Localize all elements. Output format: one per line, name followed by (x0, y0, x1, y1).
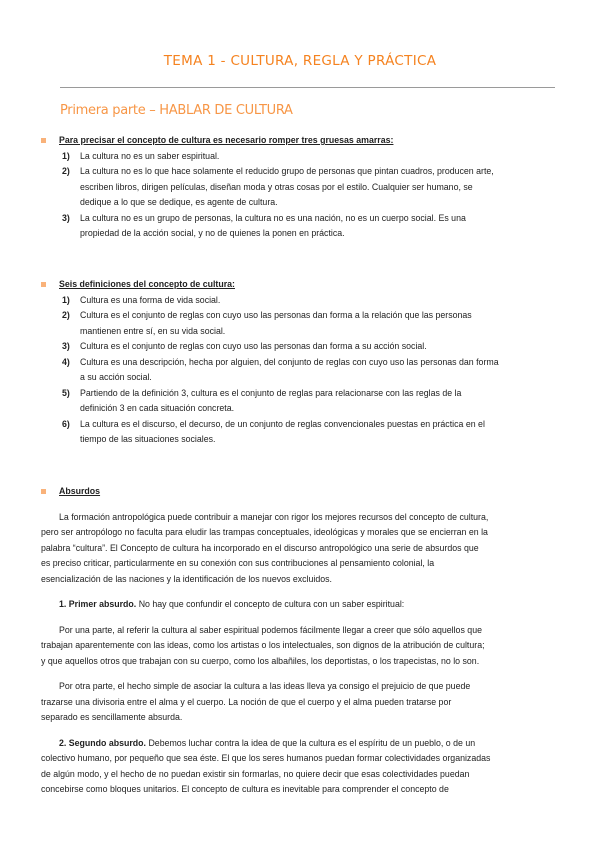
paragraph-line: esencialización de las naciones y la identificación de los nuevos excluidos. (41, 573, 332, 584)
paragraph-line: colectivo humano, por pequeño que sea éste. El que los seres humanos puedan formar colectividades organizadas (41, 753, 491, 763)
section-header (41, 484, 561, 500)
item-number: 3) (62, 212, 70, 223)
item-text-line: Cultura es una forma de vida social. (80, 294, 221, 305)
paragraph (41, 623, 561, 670)
paragraph-lead: 1. Primer absurdo. (59, 599, 137, 609)
item-number: 4) (62, 356, 70, 367)
paragraph-line: separado es sencillamente absurda. (41, 712, 183, 722)
list-item (41, 164, 561, 211)
list-item (41, 293, 561, 309)
item-text-line: Cultura es el conjunto de reglas con cuyo uso las personas dan forma a la relación que las personas (80, 310, 472, 320)
paragraph-line: palabra “cultura”. El Concepto de cultura ha incorporado en el discurso antropológico una serie de absurdos que (41, 542, 479, 553)
paragraph-line: La formación antropológica puede contribuir a manejar con rigor los mejores recursos del concepto de cultura, (59, 511, 489, 522)
item-text-line: Cultura es una descripción, hecha por alguien, del conjunto de reglas con cuyo uso las personas dan forma (80, 356, 499, 367)
section-header-text: Absurdos (59, 486, 101, 496)
paragraph-line: 2. Segundo absurdo. Debemos luchar contra la idea de que la cultura es el espíritu de un pueblo, o de un (59, 737, 476, 748)
paragraph-line: pero ser antropólogo no faculta para eludir las trampas conceptuales, ideológicas y morales que se encierran en la (41, 527, 488, 537)
paragraph-line: es preciso criticar, particularmente en su conexión con sus contribuciones al pensamiento colonial, la (41, 558, 435, 568)
paragraph-line: trazarse una divisoria entre el alma y el cuerpo. La noción de que el cuerpo y el alma pueden tratarse por (41, 696, 452, 707)
paragraph (41, 510, 561, 588)
numbered-list (41, 149, 561, 242)
item-text-line: Cultura es el conjunto de reglas con cuyo uso las personas dan forma a su acción social. (80, 341, 427, 351)
paragraph-line: trabajan aparentemente con las ideas, como los artistas o los intelectuales, son dignos de la atribución de cultura; (41, 640, 485, 650)
section-header-text: Seis definiciones del concepto de cultura: (59, 279, 235, 289)
section-header (41, 277, 561, 293)
bullet-icon (41, 282, 46, 287)
title-divider (60, 87, 555, 88)
bullet-icon (41, 489, 46, 494)
list-item (41, 386, 561, 417)
paragraph-line: Por una parte, al referir la cultura al saber espiritual podemos fácilmente llegar a creer que sólo aquellos que (59, 624, 482, 635)
item-number: 5) (62, 387, 70, 398)
section-heading: Primera parte – HABLAR DE CULTURA (60, 103, 293, 118)
item-text-line: Partiendo de la definición 3, cultura es el conjunto de reglas para relacionarse con las reglas de la (80, 387, 462, 398)
paragraph-line: y que aquellos otros que trabajan con su cuerpo, como los albañiles, los deportistas, o los trapecistas, no lo son. (41, 655, 480, 666)
item-number: 1) (62, 150, 70, 161)
document-title: TEMA 1 - CULTURA, REGLA Y PRÁCTICA (163, 53, 437, 69)
item-text-line: a su acción social. (80, 372, 152, 382)
item-number: 1) (62, 294, 70, 305)
item-text-line: La cultura no es un grupo de personas, la cultura no es una nación, no es un cuerpo social. Es una (80, 212, 466, 223)
section-amarras (41, 133, 561, 242)
section-header-text: Para precisar el concepto de cultura es necesario romper tres gruesas amarras: (59, 135, 394, 145)
item-text-line: propiedad de la acción social, y no de quienes la ponen en práctica. (80, 228, 345, 238)
item-text-line: tiempo de las situaciones sociales. (80, 434, 216, 444)
section-definiciones (41, 277, 561, 448)
list-item (41, 355, 561, 386)
section-header (41, 133, 561, 149)
section-absurdos (41, 484, 561, 798)
item-text-line: dedique a lo que se dedique, es agente de cultura. (80, 197, 278, 207)
item-text-line: mantienen entre sí, en su vida social. (80, 325, 226, 336)
paragraph-line: 1. Primer absurdo. No hay que confundir el concepto de cultura con un saber espiritual: (59, 599, 405, 609)
paragraph-line: Por otra parte, el hecho simple de asociar la cultura a las ideas lleva ya consigo el prejuicio de que puede (59, 681, 471, 691)
list-item (41, 211, 561, 242)
list-item (41, 308, 561, 339)
item-text-line: La cultura no es lo que hace solamente el reducido grupo de personas que pintan cuadros, producen arte, (80, 166, 494, 176)
list-item (41, 417, 561, 448)
bullet-icon (41, 138, 46, 143)
paragraphs (41, 510, 561, 798)
item-text-line: La cultura es el discurso, el decurso, de un conjunto de reglas convencionales puestas en práctica en el (80, 418, 485, 429)
list-item (41, 339, 561, 355)
paragraph-line: de algún modo, y el hecho de no puedan existir sin formarlas, no quiere decir que esas colectividades puedan (41, 768, 470, 779)
item-number: 6) (62, 418, 70, 429)
paragraph (41, 679, 561, 726)
item-text-line: escriben libros, dirigen películas, diseñan moda y otras cosas por el estilo. Cualquier ser humano, se (80, 181, 473, 192)
list-item (41, 149, 561, 165)
paragraph (41, 736, 561, 798)
item-number: 3) (62, 341, 70, 351)
paragraph (41, 597, 561, 613)
item-text-line: definición 3 en cada situación concreta. (80, 403, 235, 413)
item-number: 2) (62, 166, 70, 176)
paragraph-lead: 2. Segundo absurdo. (59, 737, 146, 748)
item-number: 2) (62, 310, 70, 320)
item-text-line: La cultura no es un saber espiritual. (80, 150, 220, 161)
paragraph-line: concebirse como bloques unitarios. El concepto de cultura es inevitable para comprender el concepto de (41, 784, 449, 794)
numbered-list (41, 293, 561, 448)
